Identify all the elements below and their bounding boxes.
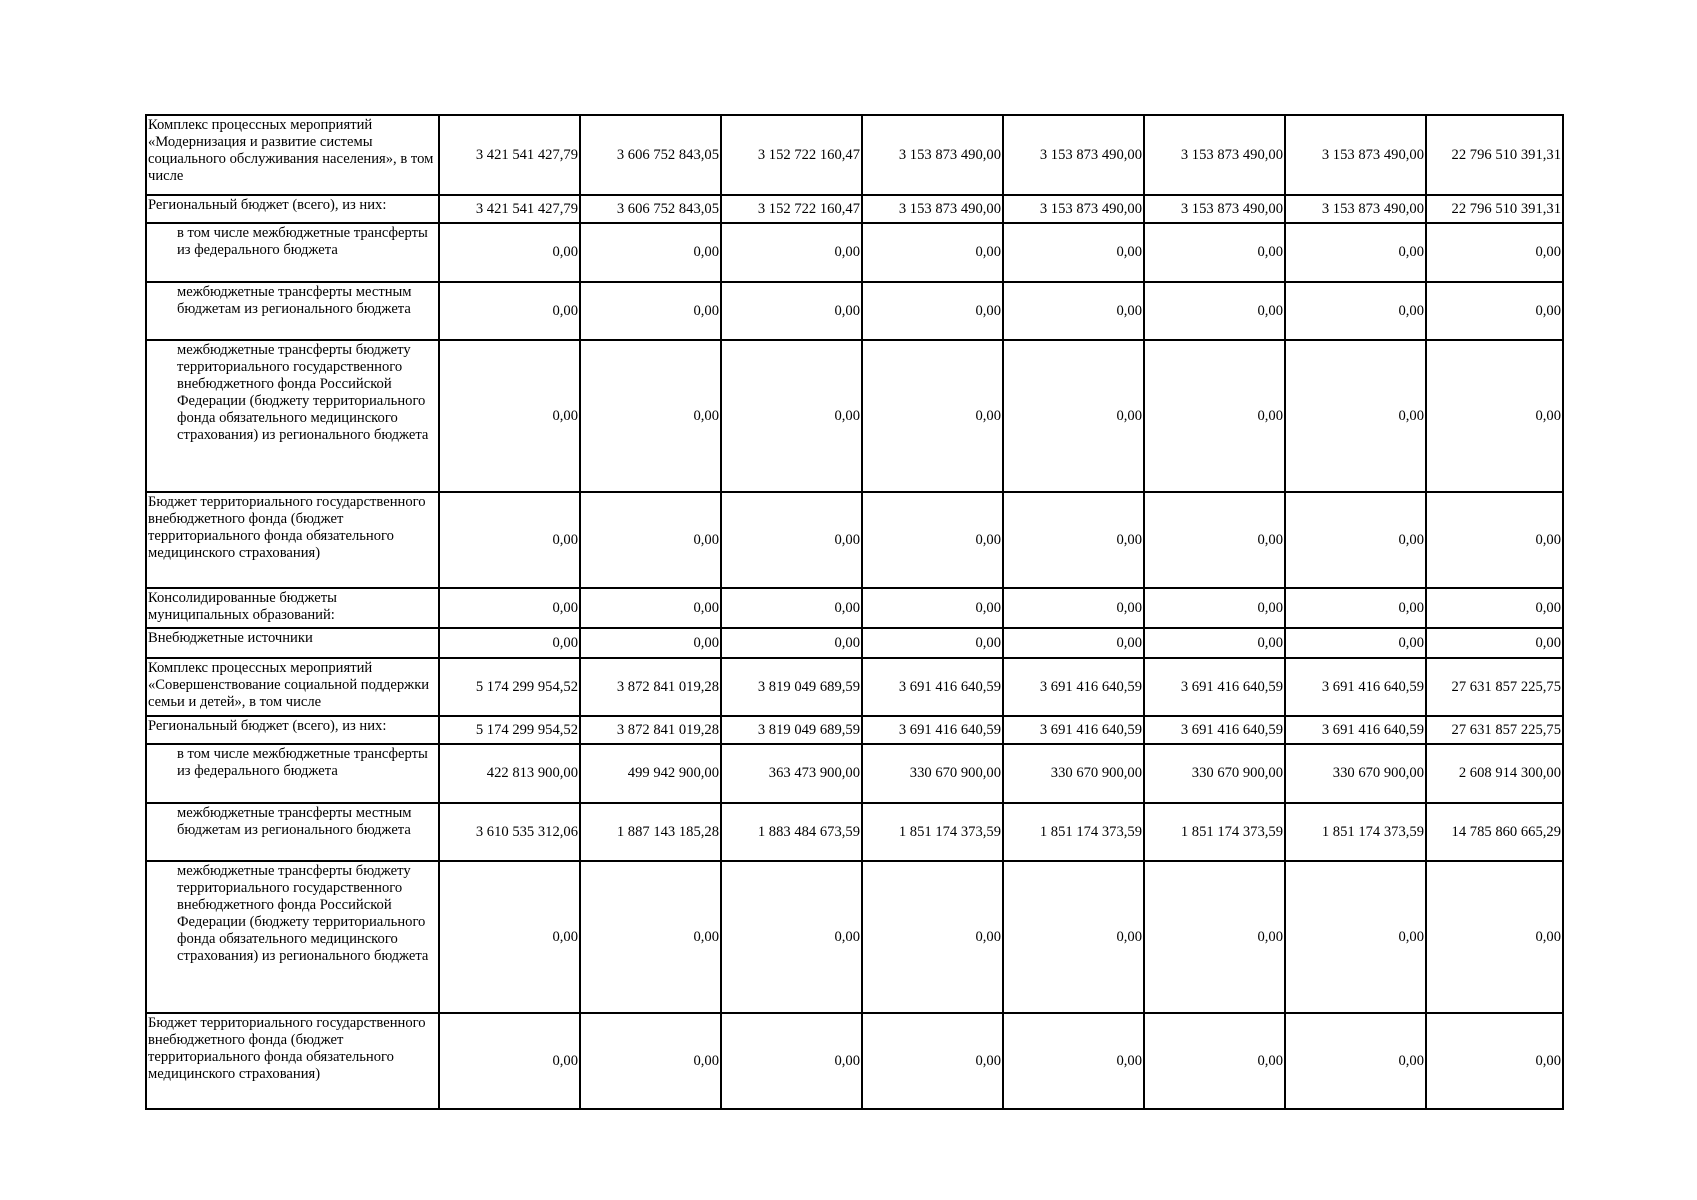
cell-value: 0,00 [1144,282,1285,340]
table-row [146,340,1563,492]
cell-value: 0,00 [862,223,1003,282]
row-label: Бюджет территориального государственного внебюджетного фонда (бюджет территориального фонда обязательного медицинского страхования) [146,1013,439,1109]
cell-value: 0,00 [721,1013,862,1109]
cell-value: 0,00 [1285,588,1426,628]
table-row [146,803,1563,861]
cell-value: 0,00 [1144,628,1285,658]
cell-value: 330 670 900,00 [1003,744,1144,803]
cell-value: 0,00 [1003,1013,1144,1109]
cell-value: 1 883 484 673,59 [721,803,862,861]
cell-value: 0,00 [580,223,721,282]
cell-value: 5 174 299 954,52 [439,716,580,744]
cell-value: 330 670 900,00 [862,744,1003,803]
cell-value: 0,00 [721,588,862,628]
cell-value: 330 670 900,00 [1144,744,1285,803]
row-label: межбюджетные трансферты бюджету территориального государственного внебюджетного фонда Российской Федерации (бюджету территориального фонда обязательного медицинского страхования) из регионального бюджета [146,861,439,1013]
cell-value: 3 153 873 490,00 [862,115,1003,195]
table-row [146,744,1563,803]
cell-value: 0,00 [1003,628,1144,658]
cell-value: 3 153 873 490,00 [1285,195,1426,223]
cell-value: 0,00 [862,282,1003,340]
cell-value: 0,00 [1285,1013,1426,1109]
cell-value: 3 152 722 160,47 [721,115,862,195]
cell-value: 0,00 [1426,223,1563,282]
cell-value: 3 691 416 640,59 [862,658,1003,716]
row-label: межбюджетные трансферты местным бюджетам из регионального бюджета [146,282,439,340]
cell-value: 1 851 174 373,59 [1285,803,1426,861]
cell-value: 3 691 416 640,59 [1003,658,1144,716]
cell-value: 3 153 873 490,00 [1003,195,1144,223]
row-label: межбюджетные трансферты местным бюджетам из регионального бюджета [146,803,439,861]
cell-value: 0,00 [721,282,862,340]
row-label: Консолидированные бюджеты муниципальных образований: [146,588,439,628]
table-row [146,223,1563,282]
cell-value: 330 670 900,00 [1285,744,1426,803]
cell-value: 3 819 049 689,59 [721,658,862,716]
table-row [146,492,1563,588]
cell-value: 0,00 [580,492,721,588]
cell-value: 0,00 [862,628,1003,658]
cell-value: 0,00 [1003,492,1144,588]
table-row [146,588,1563,628]
table-row [146,115,1563,195]
cell-value: 0,00 [439,1013,580,1109]
cell-value: 3 153 873 490,00 [1144,195,1285,223]
cell-value: 3 691 416 640,59 [862,716,1003,744]
cell-value: 5 174 299 954,52 [439,658,580,716]
cell-value: 0,00 [1144,223,1285,282]
cell-value: 3 152 722 160,47 [721,195,862,223]
row-label: Комплекс процессных мероприятий «Совершенствование социальной поддержки семьи и детей», в том числе [146,658,439,716]
cell-value: 22 796 510 391,31 [1426,195,1563,223]
cell-value: 0,00 [1426,340,1563,492]
cell-value: 0,00 [1285,492,1426,588]
cell-value: 0,00 [1003,282,1144,340]
cell-value: 0,00 [580,628,721,658]
cell-value: 3 872 841 019,28 [580,658,721,716]
cell-value: 0,00 [862,492,1003,588]
cell-value: 0,00 [862,588,1003,628]
cell-value: 0,00 [862,340,1003,492]
cell-value: 0,00 [1426,282,1563,340]
table-row [146,282,1563,340]
cell-value: 0,00 [1144,861,1285,1013]
table-row [146,658,1563,716]
cell-value: 0,00 [1285,628,1426,658]
cell-value: 422 813 900,00 [439,744,580,803]
cell-value: 0,00 [439,340,580,492]
cell-value: 14 785 860 665,29 [1426,803,1563,861]
cell-value: 3 819 049 689,59 [721,716,862,744]
cell-value: 0,00 [580,861,721,1013]
budget-table [145,114,1564,1110]
table-row [146,195,1563,223]
cell-value: 0,00 [721,340,862,492]
cell-value: 27 631 857 225,75 [1426,716,1563,744]
cell-value: 0,00 [1426,1013,1563,1109]
cell-value: 363 473 900,00 [721,744,862,803]
cell-value: 0,00 [1285,223,1426,282]
cell-value: 0,00 [1426,492,1563,588]
cell-value: 0,00 [1285,861,1426,1013]
row-label: Региональный бюджет (всего), из них: [146,195,439,223]
cell-value: 0,00 [580,282,721,340]
cell-value: 0,00 [1144,1013,1285,1109]
cell-value: 3 691 416 640,59 [1285,658,1426,716]
cell-value: 0,00 [721,223,862,282]
cell-value: 0,00 [439,628,580,658]
cell-value: 3 606 752 843,05 [580,195,721,223]
cell-value: 3 872 841 019,28 [580,716,721,744]
cell-value: 0,00 [1003,861,1144,1013]
row-label: Комплекс процессных мероприятий «Модернизация и развитие системы социального обслуживания населения», в том числе [146,115,439,195]
cell-value: 0,00 [1285,282,1426,340]
cell-value: 0,00 [721,861,862,1013]
cell-value: 0,00 [1003,223,1144,282]
table-row [146,1013,1563,1109]
cell-value: 3 421 541 427,79 [439,195,580,223]
cell-value: 3 691 416 640,59 [1144,658,1285,716]
cell-value: 0,00 [1285,340,1426,492]
cell-value: 0,00 [439,282,580,340]
row-label: Бюджет территориального государственного внебюджетного фонда (бюджет территориального фонда обязательного медицинского страхования) [146,492,439,588]
cell-value: 0,00 [1426,588,1563,628]
cell-value: 1 851 174 373,59 [1144,803,1285,861]
cell-value: 0,00 [580,340,721,492]
cell-value: 1 851 174 373,59 [1003,803,1144,861]
cell-value: 3 691 416 640,59 [1285,716,1426,744]
cell-value: 0,00 [439,223,580,282]
cell-value: 3 691 416 640,59 [1144,716,1285,744]
cell-value: 3 421 541 427,79 [439,115,580,195]
cell-value: 0,00 [439,861,580,1013]
cell-value: 0,00 [1003,340,1144,492]
cell-value: 0,00 [862,1013,1003,1109]
cell-value: 27 631 857 225,75 [1426,658,1563,716]
cell-value: 0,00 [580,588,721,628]
cell-value: 3 153 873 490,00 [862,195,1003,223]
table-row [146,716,1563,744]
cell-value: 3 153 873 490,00 [1144,115,1285,195]
cell-value: 3 606 752 843,05 [580,115,721,195]
cell-value: 1 851 174 373,59 [862,803,1003,861]
cell-value: 3 610 535 312,06 [439,803,580,861]
cell-value: 0,00 [1144,340,1285,492]
cell-value: 0,00 [1426,628,1563,658]
table-row [146,861,1563,1013]
cell-value: 3 691 416 640,59 [1003,716,1144,744]
row-label: Внебюджетные источники [146,628,439,658]
cell-value: 499 942 900,00 [580,744,721,803]
cell-value: 22 796 510 391,31 [1426,115,1563,195]
cell-value: 0,00 [1003,588,1144,628]
cell-value: 0,00 [1144,492,1285,588]
cell-value: 3 153 873 490,00 [1003,115,1144,195]
row-label: межбюджетные трансферты бюджету территориального государственного внебюджетного фонда Российской Федерации (бюджету территориального фонда обязательного медицинского страхования) из регионального бюджета [146,340,439,492]
table-row [146,628,1563,658]
cell-value: 0,00 [439,588,580,628]
row-label: в том числе межбюджетные трансферты из федерального бюджета [146,223,439,282]
cell-value: 0,00 [439,492,580,588]
cell-value: 0,00 [580,1013,721,1109]
cell-value: 3 153 873 490,00 [1285,115,1426,195]
cell-value: 1 887 143 185,28 [580,803,721,861]
cell-value: 2 608 914 300,00 [1426,744,1563,803]
cell-value: 0,00 [721,492,862,588]
row-label: Региональный бюджет (всего), из них: [146,716,439,744]
row-label: в том числе межбюджетные трансферты из федерального бюджета [146,744,439,803]
cell-value: 0,00 [1426,861,1563,1013]
cell-value: 0,00 [1144,588,1285,628]
cell-value: 0,00 [721,628,862,658]
cell-value: 0,00 [862,861,1003,1013]
